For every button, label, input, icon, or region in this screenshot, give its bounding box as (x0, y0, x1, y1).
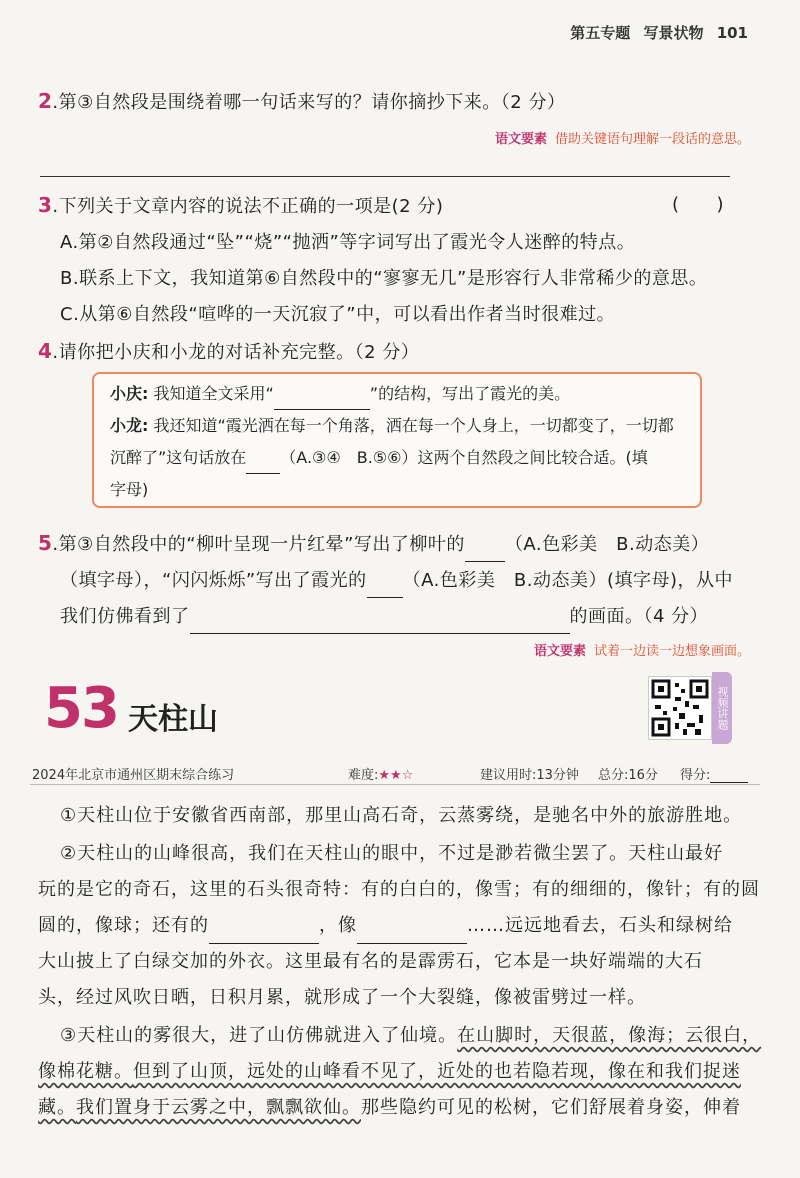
paragraph-2-line-1: ②天柱山的山峰很高，我们在天柱山的眼中，不过是渺若微尘罢了。天柱山最好 (60, 843, 724, 864)
question-text: （A.色彩美 B.动态美）(填字母)，从中 (402, 570, 733, 591)
question-text: （填字母），“闪闪烁烁”写出了霞光的 (60, 570, 367, 591)
passage-text: ……远远地看去，石头和绿树给 (467, 915, 733, 936)
question-3 (38, 188, 443, 224)
underlined-text: 藏。 (38, 1097, 76, 1118)
score-label: 得分: (680, 768, 711, 783)
underlined-text: 但到了山顶，远处的山峰看不见了，近处的也若隐若现，像在和我们捉迷 (133, 1061, 741, 1082)
paragraph-2-line-2: 玩的是它的奇石，这里的石头很奇特：有的白白的，像雪；有的细细的，像针；有的圆 (38, 879, 760, 900)
tag-label: 语文要素 (533, 644, 586, 659)
fill-blank[interactable] (357, 921, 467, 944)
paragraph-2-line-4: 大山披上了白绿交加的外衣。这里最有名的是霹雳石，它本是一块好端端的大石 (38, 951, 703, 972)
dialog-line-1 (110, 378, 684, 410)
question-number: 4 (38, 339, 53, 363)
dialog-line-3 (110, 442, 684, 474)
paragraph-2-line-5: 头，经过风吹日晒，日积月累，就形成了一个大裂缝，像被雷劈过一样。 (38, 987, 646, 1008)
page-number: 101 (716, 24, 748, 42)
yuwen-tag (495, 128, 750, 147)
passage-text: 那些隐约可见的松树，它们舒展着身姿，伸着 (361, 1097, 741, 1118)
dialog-box (92, 372, 702, 508)
total-score: 总分:16分 (598, 768, 658, 783)
question-text: .请你把小庆和小龙的对话补充完整。（2 分） (52, 342, 420, 363)
passage-text: ，像 (319, 915, 357, 936)
fill-blank[interactable] (246, 451, 280, 474)
question-text: 我们仿佛看到了 (60, 606, 190, 627)
paragraph-1: ①天柱山位于安徽省西南部，那里山高石奇，云蒸雾绕，是驰名中外的旅游胜地。 (60, 805, 743, 826)
page-header (562, 22, 748, 43)
question-2 (38, 84, 565, 120)
exam-source: 2024年北京市通州区期末综合练习 (32, 768, 235, 783)
difficulty (348, 764, 413, 783)
underlined-text: 像棉花糖。 (38, 1061, 133, 1082)
dialog-line-4: 字母) (110, 480, 149, 499)
underlined-text: 我们置身于云雾之中，飘飘欲仙。 (76, 1097, 361, 1118)
difficulty-label: 难度: (348, 768, 379, 783)
question-text: （A.色彩美 B.动态美） (504, 534, 710, 555)
dialog-text: ”的结构，写出了霞光的美。 (369, 384, 571, 403)
dialog-text: （A.③④ B.⑤⑥）这两个自然段之间比较合适。(填 (280, 448, 648, 467)
question-number: 2 (38, 89, 53, 113)
paragraph-3-line-1 (60, 1018, 784, 1054)
score-blank[interactable] (710, 768, 748, 783)
question-text: .第③自然段中的“柳叶呈现一片红晕”写出了柳叶的 (52, 534, 465, 555)
tag-text: 试着一边读一边想象画面。 (593, 644, 750, 659)
fill-blank[interactable] (209, 921, 319, 944)
lesson-number: 53 (44, 676, 118, 741)
paragraph-2-line-3 (38, 908, 762, 944)
fill-blank[interactable] (465, 539, 505, 562)
speaker: 小庆: (110, 384, 149, 403)
speaker: 小龙: (110, 416, 149, 435)
tag-text: 借助关键语句理解一段话的意思。 (554, 132, 750, 147)
fill-blank[interactable] (274, 387, 370, 410)
question-4 (38, 334, 419, 370)
question-text: 的画面。（4 分） (569, 606, 709, 627)
passage-text: ③天柱山的雾很大，进了山仿佛就进入了仙境。 (60, 1025, 458, 1046)
answer-line[interactable] (40, 176, 730, 177)
dialog-text: 我还知道“霞光洒在每一个角落，洒在每一个人身上，一切都变了，一切都 (153, 416, 674, 435)
question-number: 3 (38, 193, 53, 217)
underlined-text: 在山脚时，天很蓝，像海；云很白， (457, 1025, 762, 1046)
dialog-line-2 (110, 410, 684, 442)
score-field (680, 764, 748, 783)
fill-blank[interactable] (190, 611, 570, 634)
yuwen-tag (534, 640, 750, 659)
option-c: C.从第⑥自然段“喧哗的一天沉寂了”中，可以看出作者当时很难过。 (60, 304, 616, 325)
video-explain-badge[interactable]: 视频讲题 (712, 672, 732, 744)
question-text: .下列关于文章内容的说法不正确的一项是(2 分) (52, 196, 444, 217)
answer-paren[interactable]: ( ) (672, 194, 725, 215)
question-5 (38, 526, 709, 562)
question-5-line-3 (60, 600, 708, 634)
question-5-line-2 (60, 564, 733, 598)
question-text: .第③自然段是围绕着哪一句话来写的？请你摘抄下来。（2 分） (52, 92, 566, 113)
divider (30, 784, 760, 785)
dialog-text: 沉醉了”这句话放在 (110, 448, 247, 467)
fill-blank[interactable] (367, 575, 403, 598)
paragraph-3-line-3 (38, 1090, 762, 1126)
suggested-time: 建议用时:13分钟 (480, 768, 579, 783)
lesson-title: 天柱山 (128, 702, 218, 737)
qr-code-icon[interactable] (648, 676, 712, 740)
option-b: B.联系上下文，我知道第⑥自然段中的“寥寥无几”是形容行人非常稀少的意思。 (60, 268, 708, 289)
section-label: 第五专题 (570, 24, 631, 42)
passage-text: 圆的，像球；还有的 (38, 915, 209, 936)
dialog-text: 我知道全文采用“ (153, 384, 274, 403)
tag-label: 语文要素 (494, 132, 547, 147)
paragraph-3-line-2 (38, 1054, 762, 1090)
topic-label: 写景状物 (643, 24, 704, 42)
star-rating-icon: ★★☆ (378, 768, 414, 783)
option-a: A.第②自然段通过“坠”“烧”“抛洒”等字词写出了霞光令人迷醉的特点。 (60, 232, 636, 253)
question-number: 5 (38, 531, 53, 555)
